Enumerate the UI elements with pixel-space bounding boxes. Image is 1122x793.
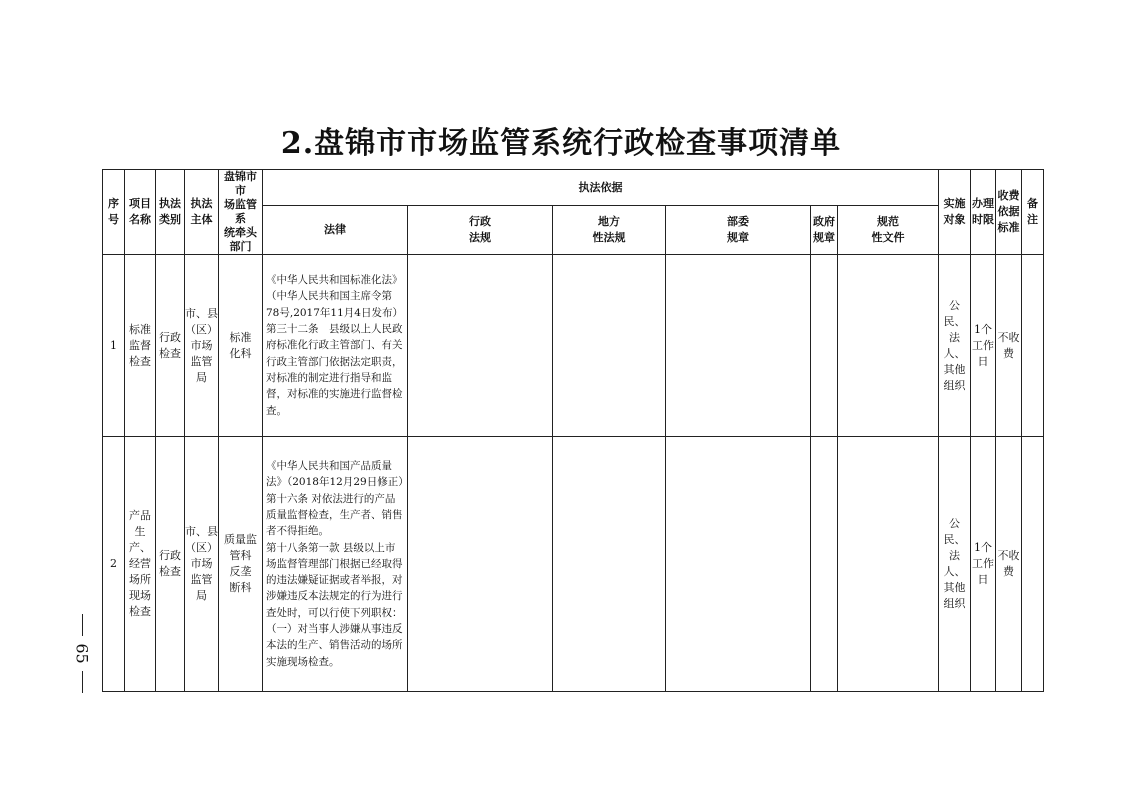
cell-local-reg bbox=[553, 437, 666, 692]
cell-gov-rule bbox=[811, 437, 838, 692]
cell-enforce-type: 行政 检查 bbox=[156, 255, 185, 437]
cell-law: 《中华人民共和国标准化法》（中华人民共和国主席令第78号,2017年11月4日发布） 第三十二条 县级以上人民政府标准化行政主管部门、有关行政主管部门依据法定职责，对标准的制定进行指导和监督，对标准的实施进行监督检查。 bbox=[263, 255, 408, 437]
cell-admin-reg bbox=[408, 437, 553, 692]
page-number-dash-top bbox=[82, 614, 83, 636]
cell-enforce-subject: 市、县 （区） 市场 监管 局 bbox=[185, 437, 219, 692]
cell-ministry-rule bbox=[666, 255, 811, 437]
cell-ministry-rule bbox=[666, 437, 811, 692]
col-enforce-type: 执法 类别 bbox=[156, 170, 185, 255]
cell-enforce-type: 行政 检查 bbox=[156, 437, 185, 692]
col-gov-rule: 政府 规章 bbox=[811, 206, 838, 255]
cell-norm-doc bbox=[838, 255, 939, 437]
inspection-table bbox=[102, 169, 1044, 692]
col-lead-dept: 盘锦市市 场监管系 统牵头 部门 bbox=[219, 170, 263, 255]
col-admin-reg: 行政 法规 bbox=[408, 206, 553, 255]
cell-target: 公民、 法人、 其他 组织 bbox=[939, 437, 971, 692]
cell-time-limit: 1个 工作 日 bbox=[971, 437, 996, 692]
cell-fee-basis: 不收 费 bbox=[996, 437, 1022, 692]
col-ministry-rule: 部委 规章 bbox=[666, 206, 811, 255]
cell-remark bbox=[1022, 437, 1044, 692]
col-law: 法律 bbox=[263, 206, 408, 255]
col-fee-basis: 收费 依据 标准 bbox=[996, 170, 1022, 255]
cell-law: 《中华人民共和国产品质量法》（2018年12月29日修正）第十六条 对依法进行的产品质量监督检查，生产者、销售者不得拒绝。 第十八条第一款 县级以上市场监督管理部门根据已经取得的违法嫌疑证据或者举报，对涉嫌违反本法规定的行为进行查处时，可以行使下列职权：（一）对当事人涉嫌从事违反本法的生产、销售活动的场所实施现场检查。 bbox=[263, 437, 408, 692]
page-title: 2.盘锦市市场监管系统行政检查事项清单 bbox=[280, 126, 842, 161]
table-row bbox=[103, 255, 1044, 437]
col-norm-doc: 规范 性文件 bbox=[838, 206, 939, 255]
col-enforce-subject: 执法 主体 bbox=[185, 170, 219, 255]
table-row bbox=[103, 437, 1044, 692]
cell-enforce-subject: 市、县 （区） 市场 监管 局 bbox=[185, 255, 219, 437]
page-number-marker bbox=[62, 614, 102, 694]
cell-gov-rule bbox=[811, 255, 838, 437]
cell-item-name: 标准 监督 检查 bbox=[125, 255, 156, 437]
cell-fee-basis: 不收 费 bbox=[996, 255, 1022, 437]
cell-item-name: 产品 生产、 经营 场所 现场 检查 bbox=[125, 437, 156, 692]
cell-admin-reg bbox=[408, 255, 553, 437]
cell-target: 公民、 法人、 其他 组织 bbox=[939, 255, 971, 437]
header-row-top bbox=[103, 170, 1044, 206]
cell-seq: 1 bbox=[103, 255, 125, 437]
col-time-limit: 办理 时限 bbox=[971, 170, 996, 255]
page-number: 65 bbox=[72, 643, 92, 664]
cell-local-reg bbox=[553, 255, 666, 437]
page-number-dash-bottom bbox=[82, 671, 83, 693]
cell-time-limit: 1个 工作 日 bbox=[971, 255, 996, 437]
cell-lead-dept: 质量监 管科 反垄 断科 bbox=[219, 437, 263, 692]
col-local-reg: 地方 性法规 bbox=[553, 206, 666, 255]
col-seq: 序 号 bbox=[103, 170, 125, 255]
cell-lead-dept: 标准 化科 bbox=[219, 255, 263, 437]
col-basis: 执法依据 bbox=[263, 170, 939, 206]
cell-norm-doc bbox=[838, 437, 939, 692]
col-item-name: 项目 名称 bbox=[125, 170, 156, 255]
col-target: 实施 对象 bbox=[939, 170, 971, 255]
cell-remark bbox=[1022, 255, 1044, 437]
col-remark: 备 注 bbox=[1022, 170, 1044, 255]
cell-seq: 2 bbox=[103, 437, 125, 692]
